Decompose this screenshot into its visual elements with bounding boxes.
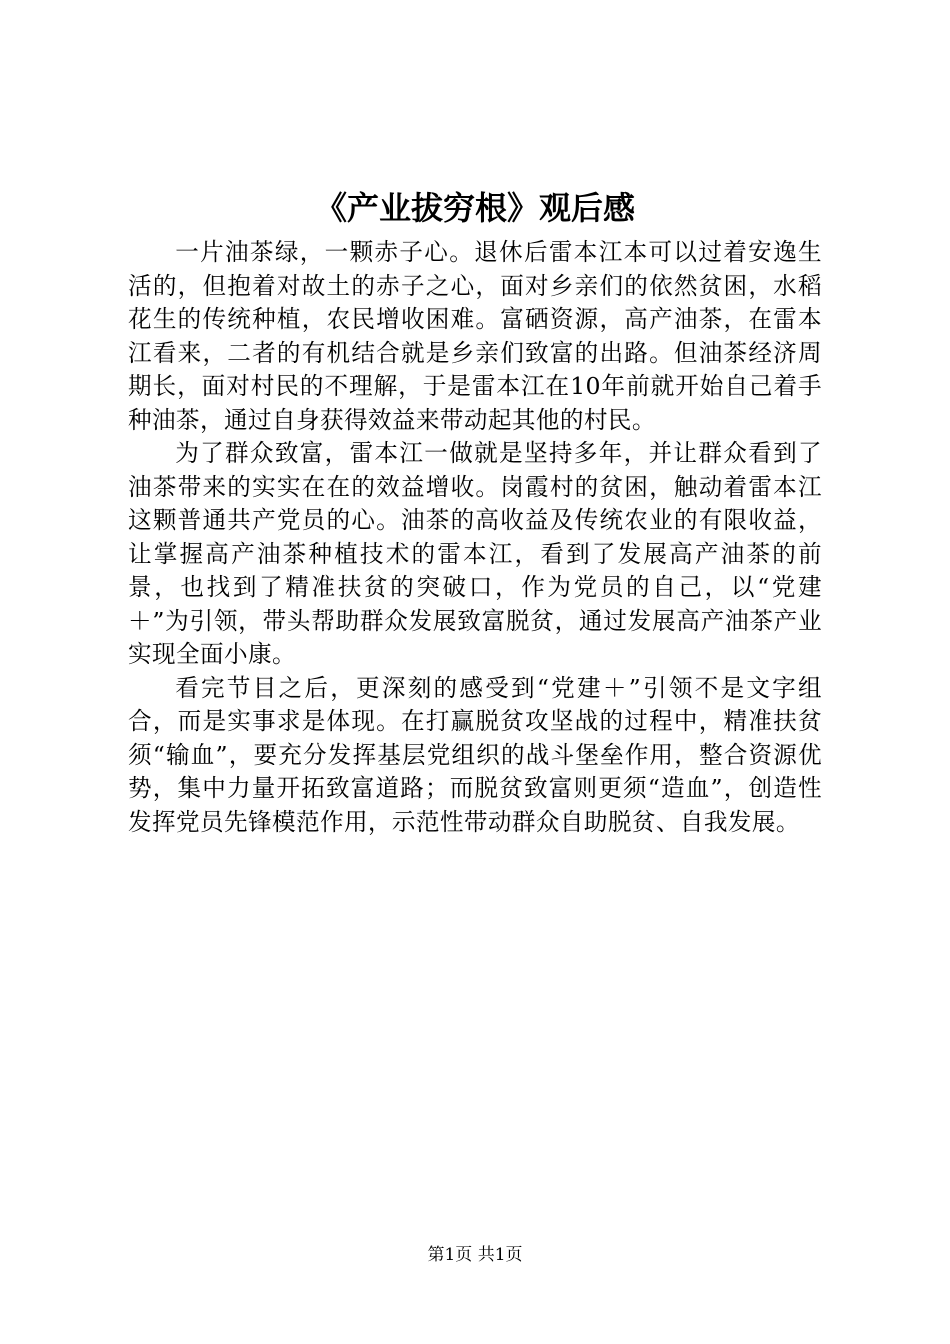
paragraph-2: 为了群众致富，雷本江一做就是坚持多年，并让群众看到了油茶带来的实实在在的效益增收。岗霞村的贫困，触动着雷本江这颗普通共产党员的心。油茶的高收益及传统农业的有限收益，让掌握高产油茶种植技术的雷本江，看到了发展高产油茶的前景，也找到了精准扶贫的突破口，作为党员的自己，以“党建＋”为引领，带头帮助群众发展致富脱贫，通过发展高产油茶产业实现全面小康。: [128, 439, 822, 668]
paragraph-1: 一片油茶绿，一颗赤子心。退休后雷本江本可以过着安逸生活的，但抱着对故土的赤子之心，面对乡亲们的依然贫困，水稻花生的传统种植，农民增收困难。富硒资源，高产油茶，在雷本江看来，二者的有机结合就是乡亲们致富的出路。但油茶经济周期长，面对村民的不理解，于是雷本江在10年前就开始自己着手种油茶，通过自身获得效益来带动起其他的村民。: [128, 238, 822, 434]
document-title: 《产业拔穷根》观后感: [314, 189, 635, 227]
paragraph-3: 看完节目之后，更深刻的感受到“党建＋”引领不是文字组合，而是实事求是体现。在打赢脱贫攻坚战的过程中，精准扶贫须“输血”，要充分发挥基层党组织的战斗堡垒作用，整合资源优势，集中力量开拓致富道路；而脱贫致富则更须“造血”，创造性发挥党员先锋模范作用，示范性带动群众自助脱贫、自我发展。: [128, 673, 822, 836]
page-footer: 第1页 共1页: [427, 1245, 523, 1265]
document-body: [128, 236, 822, 839]
